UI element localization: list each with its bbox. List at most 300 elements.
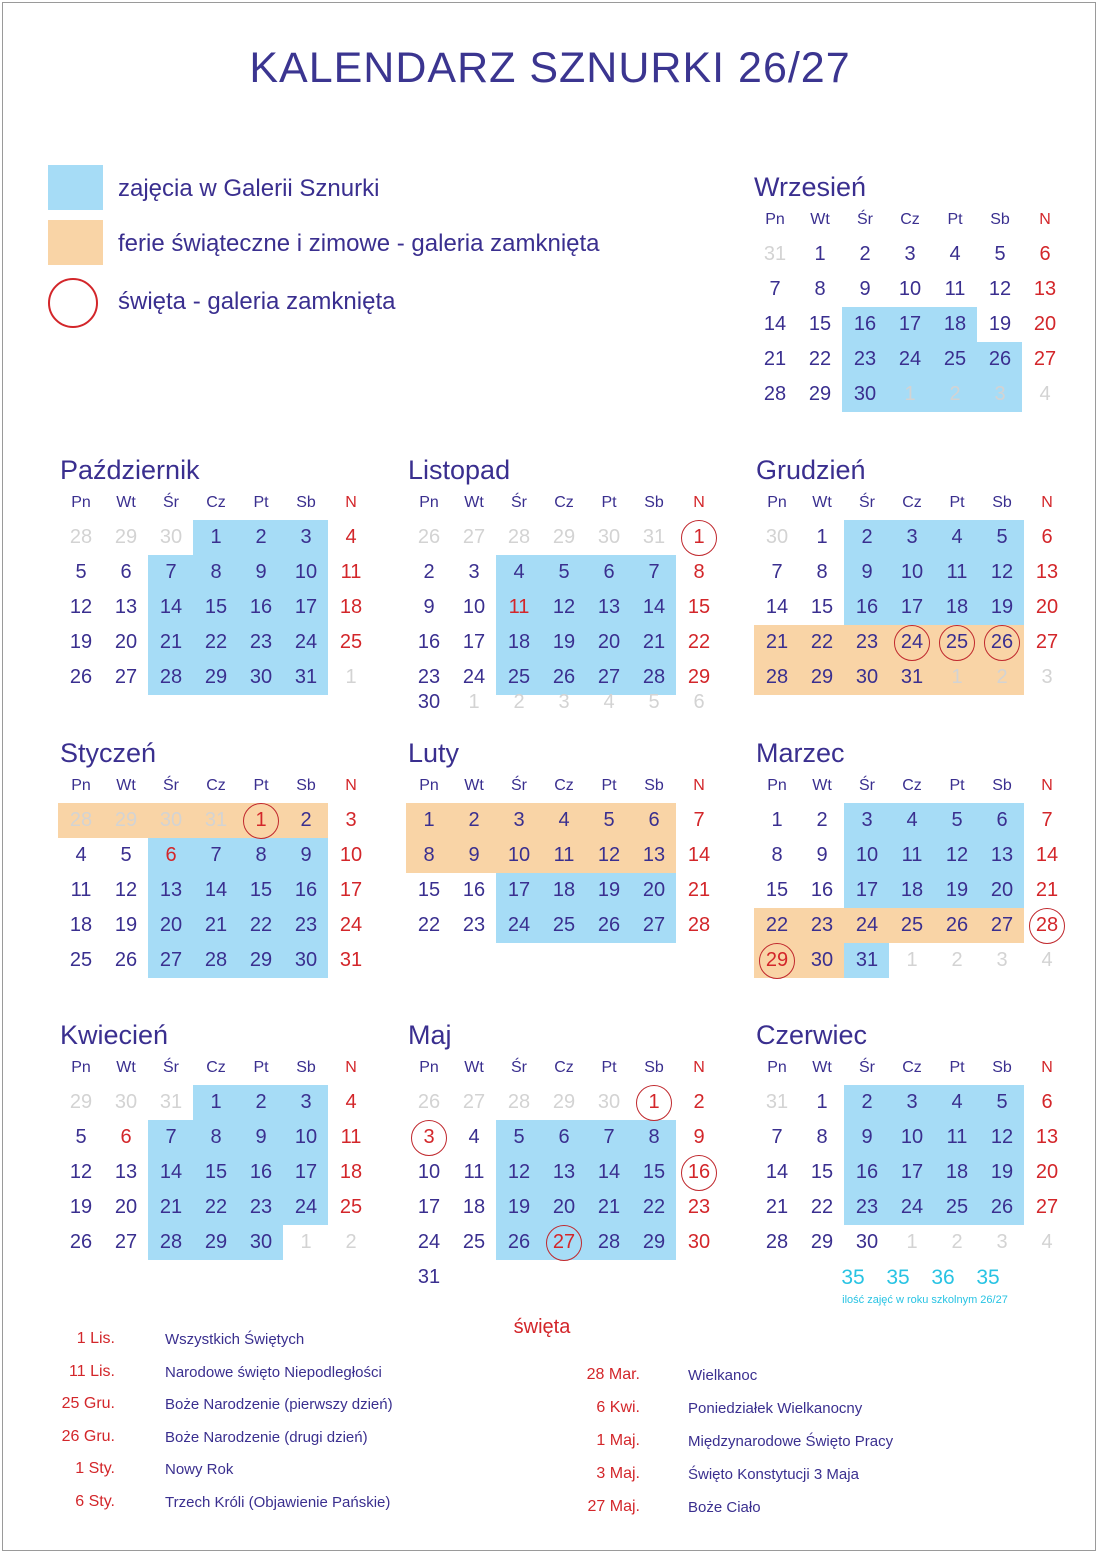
day-cell: 22 <box>249 914 273 936</box>
day-cell: 7 <box>1041 809 1053 831</box>
day-cell: 12 <box>552 596 576 618</box>
day-cell: 24 <box>900 1196 924 1218</box>
weekday-pn: Pn <box>765 211 785 228</box>
day-cell: 28 <box>159 666 183 688</box>
day-cell: 31 <box>417 1266 441 1288</box>
day-cell: 3 <box>904 243 916 265</box>
day-cell: 10 <box>507 844 531 866</box>
holiday-day-cell: 1 <box>678 520 720 555</box>
day-cell: 8 <box>693 561 705 583</box>
day-cell: 22 <box>810 631 834 653</box>
day-cell: 16 <box>462 879 486 901</box>
day-cell: 17 <box>855 879 879 901</box>
day-cell: 2 <box>816 809 828 831</box>
holiday-date: 26 Gru. <box>61 1427 115 1445</box>
weekday-śr: Śr <box>511 494 527 511</box>
day-cell: 12 <box>988 278 1012 300</box>
weekday-pt: Pt <box>601 494 617 511</box>
weekday-cz: Cz <box>554 1059 574 1076</box>
day-cell: 5 <box>120 844 132 866</box>
holiday-date: 6 Sty. <box>75 1492 115 1510</box>
day-cell: 25 <box>339 631 363 653</box>
day-cell: 4 <box>345 526 357 548</box>
day-cell: 17 <box>294 1161 318 1183</box>
lesson-counts <box>832 1266 1012 1290</box>
day-cell: 5 <box>75 561 87 583</box>
day-cell: 31 <box>855 949 879 971</box>
weekday-pn: Pn <box>419 1059 439 1076</box>
day-cell: 10 <box>900 1126 924 1148</box>
day-cell: 7 <box>771 1126 783 1148</box>
day-cell: 4 <box>468 1126 480 1148</box>
day-cell: 17 <box>339 879 363 901</box>
day-cell: 14 <box>597 1161 621 1183</box>
month-name: Czerwiec <box>756 1020 868 1050</box>
holiday-day-cell: 28 <box>1026 908 1068 943</box>
day-cell: 4 <box>949 243 961 265</box>
day-cell: 9 <box>859 278 871 300</box>
day-cell: 4 <box>513 561 525 583</box>
day-cell: 26 <box>69 666 93 688</box>
day-cell: 21 <box>763 348 787 370</box>
day-cell: 12 <box>945 844 969 866</box>
weekday-śr: Śr <box>163 777 179 794</box>
weekday-sb: Sb <box>990 211 1010 228</box>
weekday-cz: Cz <box>206 1059 226 1076</box>
day-cell: 2 <box>861 1091 873 1113</box>
weekday-wt: Wt <box>116 1059 136 1076</box>
day-cell: 8 <box>816 561 828 583</box>
day-cell: 6 <box>996 809 1008 831</box>
day-cell: 12 <box>114 879 138 901</box>
day-cell: 7 <box>165 1126 177 1148</box>
day-cell: 29 <box>642 1231 666 1253</box>
day-cell: 21 <box>765 1196 789 1218</box>
weekday-cz: Cz <box>902 494 922 511</box>
day-cell: 9 <box>468 844 480 866</box>
weekday-pt: Pt <box>949 494 965 511</box>
day-cell: 2 <box>693 1091 705 1113</box>
day-cell: 6 <box>165 844 177 866</box>
legend-item-orange <box>48 220 748 268</box>
month-kwiecień <box>60 1020 380 1300</box>
day-cell: 27 <box>114 1231 138 1253</box>
day-cell: 12 <box>990 561 1014 583</box>
day-cell: 18 <box>943 313 967 335</box>
day-cell-other-month: 4 <box>1041 949 1053 971</box>
day-cell-other-month: 2 <box>513 691 525 713</box>
day-cell: 9 <box>423 596 435 618</box>
holiday-name: Boże Ciało <box>688 1499 761 1516</box>
day-cell: 17 <box>898 313 922 335</box>
weekday-sb: Sb <box>992 494 1012 511</box>
day-cell: 11 <box>508 596 530 618</box>
day-cell: 13 <box>597 596 621 618</box>
day-cell: 28 <box>159 1231 183 1253</box>
day-cell: 26 <box>114 949 138 971</box>
day-cell: 18 <box>339 1161 363 1183</box>
day-cell: 10 <box>898 278 922 300</box>
weekday-wt: Wt <box>116 777 136 794</box>
day-cell: 27 <box>1035 1196 1059 1218</box>
day-cell: 12 <box>507 1161 531 1183</box>
day-cell: 24 <box>462 666 486 688</box>
day-cell: 20 <box>159 914 183 936</box>
day-cell: 26 <box>597 914 621 936</box>
weekday-n: N <box>1041 494 1053 511</box>
holiday-name: Boże Narodzenie (pierwszy dzień) <box>165 1396 393 1413</box>
lesson-counts-label: ilość zajęć w roku szkolnym 26/27 <box>842 1294 1008 1306</box>
weekday-pn: Pn <box>419 777 439 794</box>
day-cell: 22 <box>642 1196 666 1218</box>
day-cell-other-month: 1 <box>951 666 963 688</box>
day-cell: 19 <box>552 631 576 653</box>
day-cell: 7 <box>769 278 781 300</box>
day-cell: 3 <box>345 809 357 831</box>
day-cell: 14 <box>1035 844 1059 866</box>
day-cell: 31 <box>339 949 363 971</box>
holiday-date: 3 Maj. <box>596 1465 640 1482</box>
day-cell-other-month: 29 <box>114 809 138 831</box>
day-cell: 22 <box>810 1196 834 1218</box>
weekday-pt: Pt <box>253 777 269 794</box>
day-cell: 30 <box>853 383 877 405</box>
holiday-name: Święto Konstytucji 3 Maja <box>688 1466 859 1483</box>
day-cell-other-month: 27 <box>462 526 486 548</box>
weekday-wt: Wt <box>116 494 136 511</box>
month-styczeń <box>60 738 380 1018</box>
day-cell-other-month: 30 <box>597 526 621 548</box>
holiday-item <box>15 1460 475 1482</box>
day-cell: 30 <box>855 666 879 688</box>
day-cell: 8 <box>771 844 783 866</box>
day-cell: 9 <box>255 561 267 583</box>
day-cell: 15 <box>765 879 789 901</box>
day-cell: 22 <box>808 348 832 370</box>
day-cell: 15 <box>204 596 228 618</box>
day-cell: 21 <box>159 1196 183 1218</box>
day-cell: 28 <box>687 914 711 936</box>
holiday-day-cell: 27 <box>543 1225 585 1260</box>
day-cell: 20 <box>597 631 621 653</box>
day-cell: 12 <box>990 1126 1014 1148</box>
day-cell-other-month: 1 <box>904 383 916 405</box>
holiday-date: 28 Mar. <box>586 1366 640 1383</box>
day-cell: 4 <box>951 1091 963 1113</box>
day-cell: 20 <box>642 879 666 901</box>
day-cell-other-month: 1 <box>906 1231 918 1253</box>
day-cell: 25 <box>462 1231 486 1253</box>
day-cell: 17 <box>900 596 924 618</box>
day-cell: 29 <box>810 1231 834 1253</box>
day-cell: 18 <box>462 1196 486 1218</box>
day-cell: 30 <box>687 1231 711 1253</box>
month-grudzień <box>756 455 1076 735</box>
day-cell: 7 <box>165 561 177 583</box>
holiday-item <box>540 1399 1000 1421</box>
day-cell-other-month: 26 <box>417 526 441 548</box>
holiday-name: Nowy Rok <box>165 1461 234 1478</box>
day-cell: 17 <box>900 1161 924 1183</box>
day-cell: 19 <box>988 313 1012 335</box>
day-cell: 22 <box>204 1196 228 1218</box>
day-cell: 5 <box>603 809 615 831</box>
day-cell: 11 <box>463 1161 485 1183</box>
holiday-date: 1 Lis. <box>76 1330 115 1347</box>
day-cell: 25 <box>552 914 576 936</box>
day-cell: 15 <box>204 1161 228 1183</box>
day-cell: 11 <box>553 844 575 866</box>
day-cell: 6 <box>120 561 132 583</box>
day-cell: 4 <box>951 526 963 548</box>
day-cell: 9 <box>816 844 828 866</box>
day-cell-other-month: 30 <box>765 526 789 548</box>
day-cell: 6 <box>1041 1091 1053 1113</box>
day-cell: 30 <box>294 949 318 971</box>
day-cell: 7 <box>210 844 222 866</box>
day-cell: 9 <box>861 561 873 583</box>
day-cell: 18 <box>507 631 531 653</box>
weekday-sb: Sb <box>644 777 664 794</box>
day-cell: 10 <box>339 844 363 866</box>
day-cell-other-month: 4 <box>603 691 615 713</box>
day-cell: 14 <box>687 844 711 866</box>
day-cell: 11 <box>340 561 362 583</box>
day-cell: 28 <box>765 666 789 688</box>
day-cell-other-month: 28 <box>69 526 93 548</box>
month-listopad <box>408 455 728 735</box>
weekday-cz: Cz <box>554 777 574 794</box>
day-cell: 26 <box>552 666 576 688</box>
day-cell: 3 <box>468 561 480 583</box>
day-cell: 29 <box>808 383 832 405</box>
day-cell: 3 <box>300 526 312 548</box>
day-cell: 11 <box>946 1126 968 1148</box>
day-cell: 4 <box>75 844 87 866</box>
day-cell: 18 <box>339 596 363 618</box>
day-cell-other-month: 28 <box>507 1091 531 1113</box>
day-cell: 20 <box>114 631 138 653</box>
day-cell: 13 <box>1033 278 1057 300</box>
day-cell: 23 <box>810 914 834 936</box>
day-cell: 27 <box>114 666 138 688</box>
day-cell: 10 <box>294 561 318 583</box>
day-cell: 29 <box>249 949 273 971</box>
holiday-item <box>15 1428 475 1450</box>
day-cell: 29 <box>687 666 711 688</box>
holiday-item <box>540 1498 1000 1520</box>
day-cell: 8 <box>648 1126 660 1148</box>
day-cell: 23 <box>417 666 441 688</box>
day-cell: 25 <box>507 666 531 688</box>
day-cell: 13 <box>990 844 1014 866</box>
day-cell: 27 <box>1033 348 1057 370</box>
day-cell: 29 <box>204 1231 228 1253</box>
holiday-name: Wielkanoc <box>688 1367 758 1384</box>
day-cell: 2 <box>859 243 871 265</box>
holiday-item <box>15 1395 475 1417</box>
weekday-pt: Pt <box>253 494 269 511</box>
weekday-pn: Pn <box>767 1059 787 1076</box>
day-cell: 24 <box>417 1231 441 1253</box>
day-cell-other-month: 30 <box>159 809 183 831</box>
day-cell: 20 <box>552 1196 576 1218</box>
day-cell: 14 <box>204 879 228 901</box>
day-cell: 7 <box>771 561 783 583</box>
day-cell: 21 <box>642 631 666 653</box>
day-cell: 4 <box>345 1091 357 1113</box>
weekday-n: N <box>693 1059 705 1076</box>
day-cell: 15 <box>687 596 711 618</box>
day-cell-other-month: 30 <box>114 1091 138 1113</box>
day-cell: 15 <box>808 313 832 335</box>
day-cell: 2 <box>861 526 873 548</box>
day-cell: 30 <box>249 666 273 688</box>
weekday-sb: Sb <box>992 777 1012 794</box>
day-cell: 21 <box>687 879 711 901</box>
weekday-śr: Śr <box>859 494 875 511</box>
day-cell: 25 <box>69 949 93 971</box>
day-cell: 31 <box>900 666 924 688</box>
weekday-cz: Cz <box>554 494 574 511</box>
day-cell: 13 <box>114 1161 138 1183</box>
month-name: Maj <box>408 1020 452 1050</box>
day-cell: 20 <box>114 1196 138 1218</box>
weekday-śr: Śr <box>859 777 875 794</box>
holiday-item <box>540 1366 1000 1388</box>
day-cell: 3 <box>513 809 525 831</box>
holiday-date: 6 Kwi. <box>596 1399 640 1416</box>
day-cell: 30 <box>417 691 441 713</box>
weekday-pn: Pn <box>71 1059 91 1076</box>
lesson-count: 35 <box>841 1266 865 1289</box>
day-cell: 19 <box>69 631 93 653</box>
day-cell: 10 <box>855 844 879 866</box>
day-cell: 14 <box>159 1161 183 1183</box>
holiday-item <box>540 1432 1000 1454</box>
day-cell: 18 <box>900 879 924 901</box>
day-cell: 30 <box>810 949 834 971</box>
month-name: Listopad <box>408 455 511 485</box>
holiday-day-cell: 29 <box>756 943 798 978</box>
day-cell: 23 <box>853 348 877 370</box>
weekday-n: N <box>693 494 705 511</box>
day-cell: 27 <box>642 914 666 936</box>
day-cell: 1 <box>814 243 826 265</box>
holiday-name: Trzech Króli (Objawienie Pańskie) <box>165 1493 391 1511</box>
day-cell-other-month: 31 <box>159 1091 183 1113</box>
day-cell: 24 <box>294 631 318 653</box>
day-cell: 9 <box>300 844 312 866</box>
weekday-śr: Śr <box>857 211 873 228</box>
weekday-wt: Wt <box>464 777 484 794</box>
holiday-name: Poniedziałek Wielkanocny <box>688 1400 863 1417</box>
day-cell: 2 <box>300 809 312 831</box>
day-cell: 17 <box>417 1196 441 1218</box>
weekday-wt: Wt <box>812 494 832 511</box>
day-cell-other-month: 3 <box>996 949 1008 971</box>
weekday-n: N <box>345 777 357 794</box>
day-cell: 24 <box>507 914 531 936</box>
weekday-sb: Sb <box>296 1059 316 1076</box>
day-cell: 13 <box>114 596 138 618</box>
holiday-day-cell: 26 <box>981 625 1023 660</box>
day-cell: 28 <box>765 1231 789 1253</box>
day-cell: 3 <box>861 809 873 831</box>
lesson-count: 35 <box>976 1266 1000 1289</box>
day-cell: 1 <box>210 526 222 548</box>
holiday-day-cell: 24 <box>891 625 933 660</box>
day-cell: 6 <box>1039 243 1051 265</box>
legend-item-blue <box>48 165 748 213</box>
day-cell: 13 <box>552 1161 576 1183</box>
day-cell: 8 <box>423 844 435 866</box>
weekday-pn: Pn <box>419 494 439 511</box>
day-cell: 5 <box>996 1091 1008 1113</box>
day-cell: 22 <box>687 631 711 653</box>
day-cell-other-month: 3 <box>558 691 570 713</box>
day-cell: 26 <box>988 348 1012 370</box>
day-cell: 10 <box>462 596 486 618</box>
day-cell: 15 <box>249 879 273 901</box>
day-cell: 17 <box>294 596 318 618</box>
holidays-header: święta <box>513 1316 571 1338</box>
day-cell: 6 <box>120 1126 132 1148</box>
weekday-cz: Cz <box>902 1059 922 1076</box>
day-cell: 26 <box>507 1231 531 1253</box>
day-cell: 8 <box>814 278 826 300</box>
day-cell: 25 <box>339 1196 363 1218</box>
day-cell: 15 <box>417 879 441 901</box>
day-cell: 5 <box>994 243 1006 265</box>
day-cell: 22 <box>765 914 789 936</box>
day-cell: 2 <box>423 561 435 583</box>
day-cell: 19 <box>507 1196 531 1218</box>
day-cell: 16 <box>294 879 318 901</box>
day-cell: 26 <box>945 914 969 936</box>
day-cell: 22 <box>417 914 441 936</box>
weekday-pt: Pt <box>949 1059 965 1076</box>
weekday-śr: Śr <box>859 1059 875 1076</box>
day-cell: 5 <box>951 809 963 831</box>
day-cell: 16 <box>810 879 834 901</box>
day-cell: 11 <box>901 844 923 866</box>
month-marzec <box>756 738 1076 1018</box>
day-cell-other-month: 6 <box>693 691 705 713</box>
day-cell-other-month: 30 <box>597 1091 621 1113</box>
day-cell: 31 <box>294 666 318 688</box>
day-cell: 19 <box>945 879 969 901</box>
holiday-date: 25 Gru. <box>61 1395 115 1412</box>
day-cell: 19 <box>69 1196 93 1218</box>
day-cell: 13 <box>159 879 183 901</box>
day-cell: 18 <box>945 596 969 618</box>
day-cell-other-month: 29 <box>69 1091 93 1113</box>
day-cell: 24 <box>339 914 363 936</box>
weekday-pn: Pn <box>71 777 91 794</box>
day-cell-other-month: 28 <box>69 809 93 831</box>
day-cell: 12 <box>69 1161 93 1183</box>
legend-ring-swatch <box>48 278 98 328</box>
lesson-count: 36 <box>931 1266 955 1289</box>
weekday-n: N <box>1039 211 1051 228</box>
day-cell: 14 <box>765 1161 789 1183</box>
day-cell: 3 <box>300 1091 312 1113</box>
day-cell: 26 <box>69 1231 93 1253</box>
day-cell: 10 <box>900 561 924 583</box>
day-cell-other-month: 1 <box>906 949 918 971</box>
weekday-n: N <box>693 777 705 794</box>
